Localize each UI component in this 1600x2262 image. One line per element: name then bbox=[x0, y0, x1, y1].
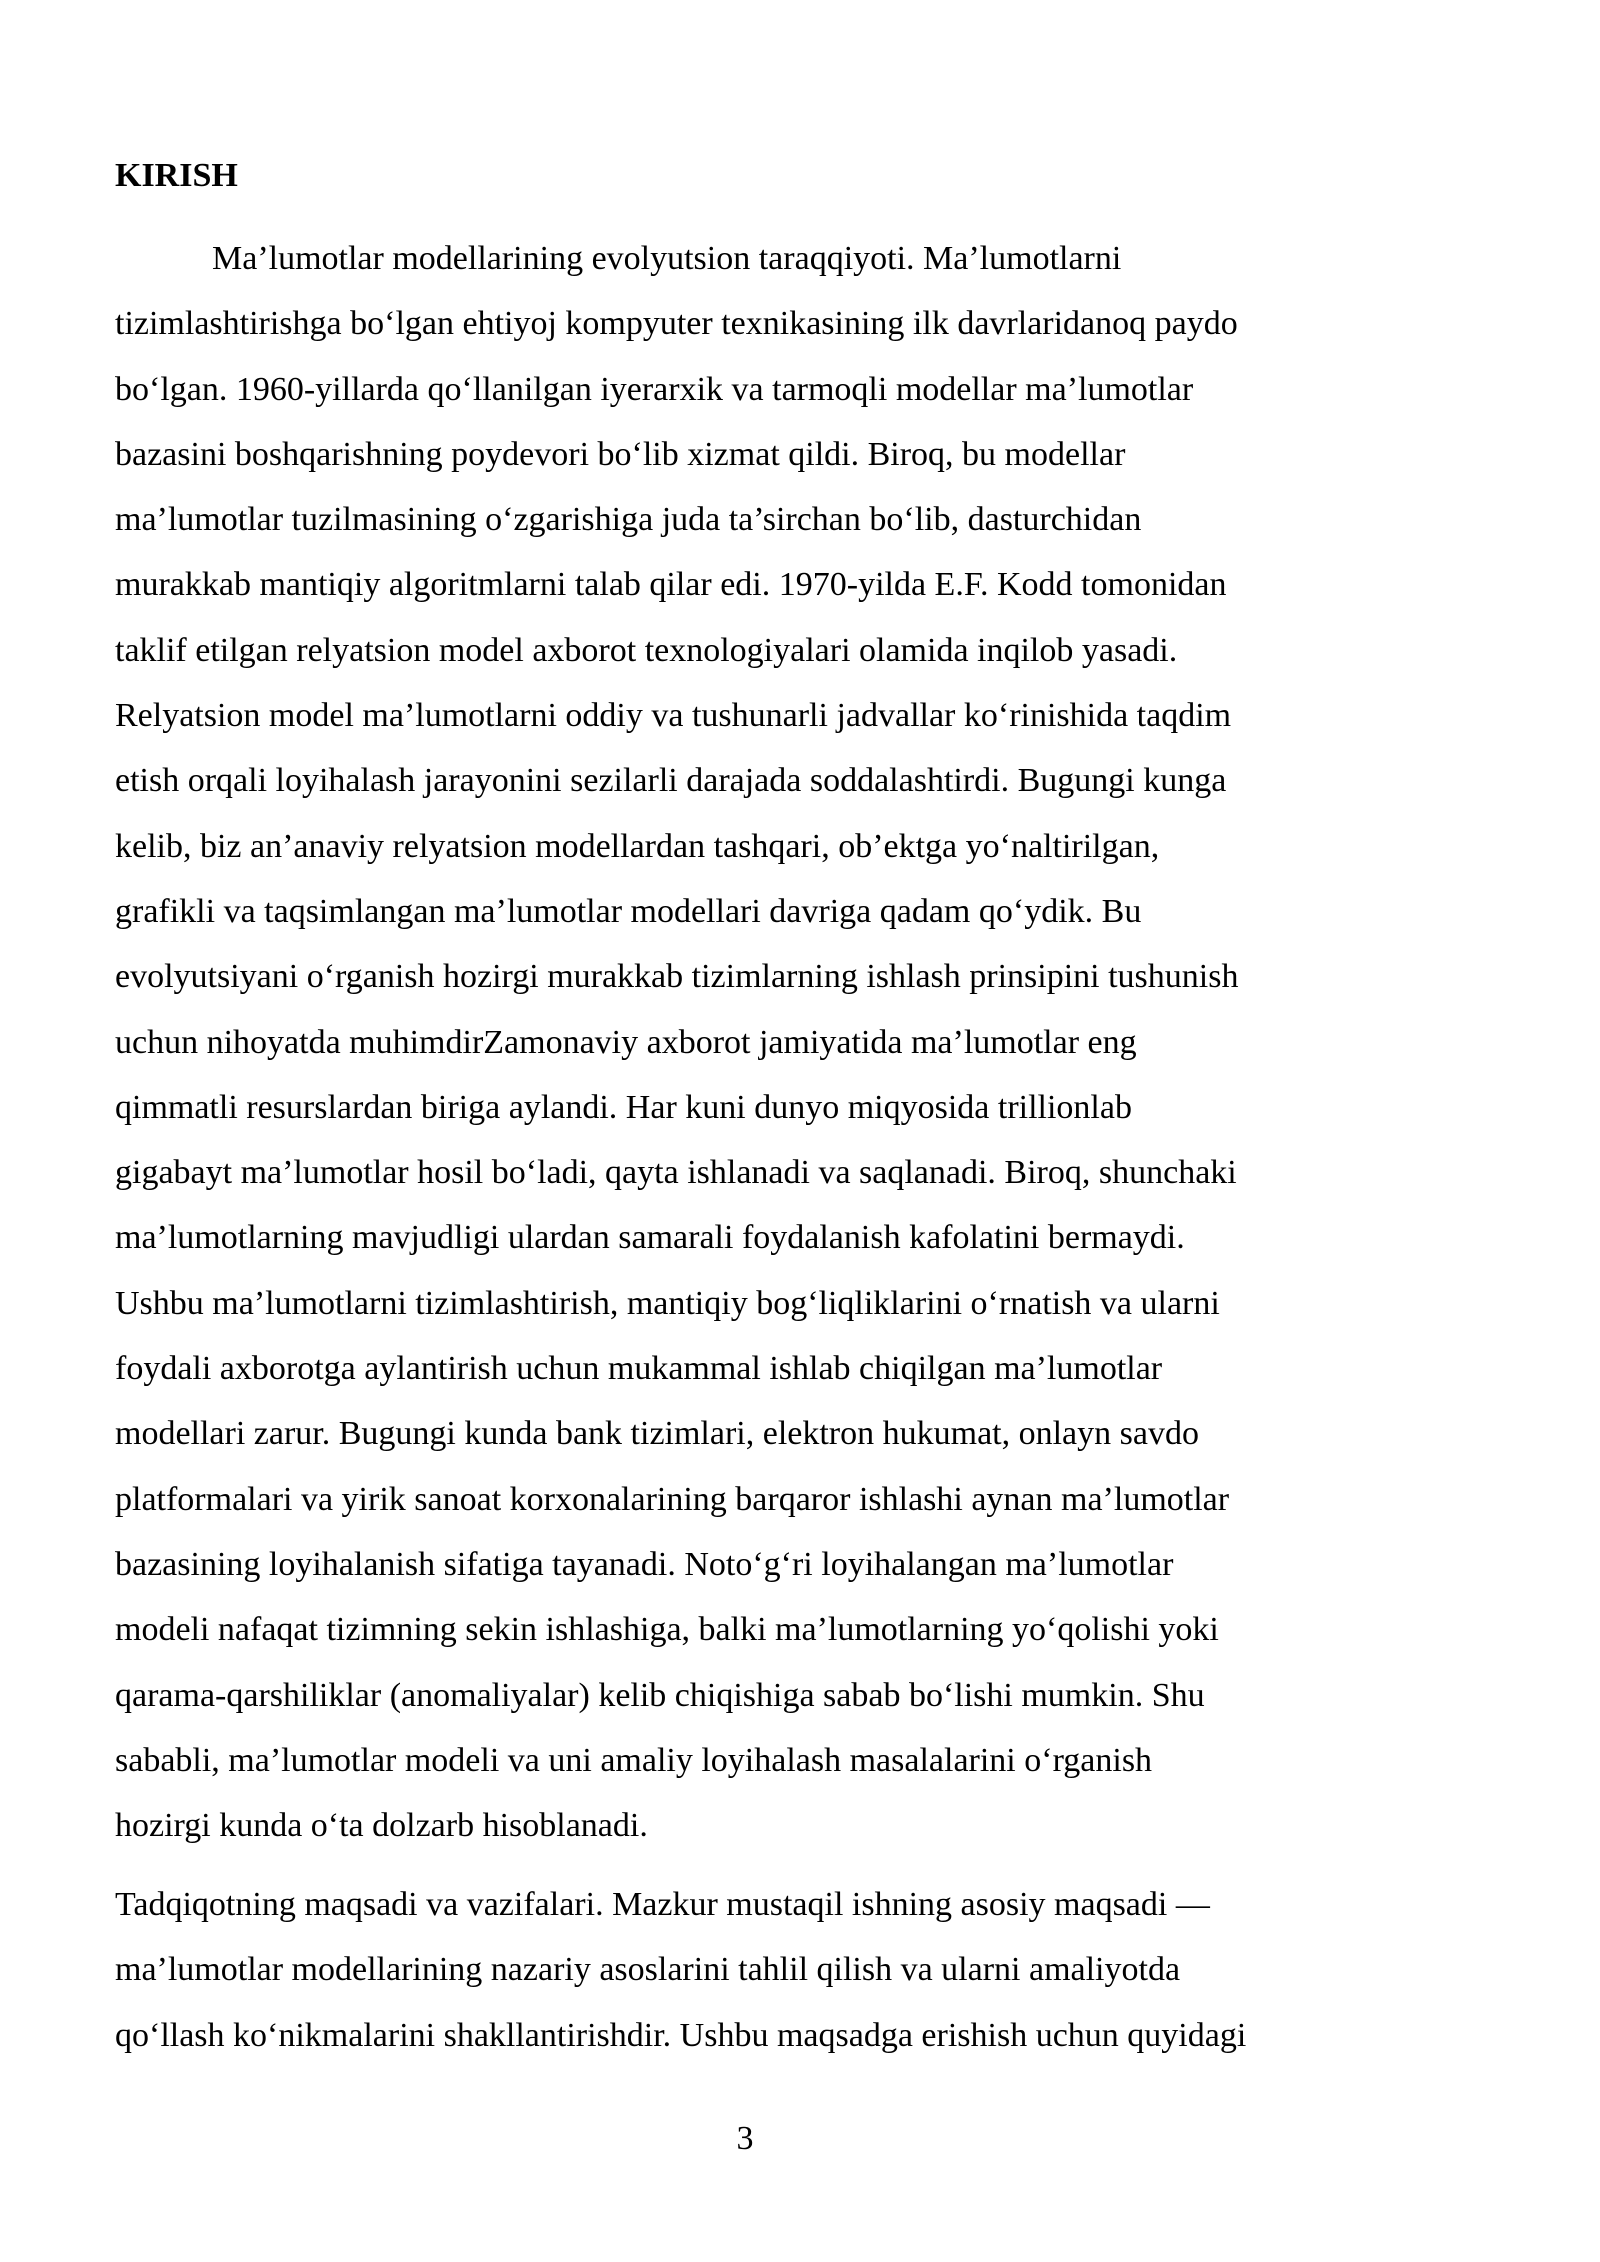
paragraph-line: foydali axborotga aylantirish uchun mukammal ishlab chiqilgan ma’lumotlar bbox=[115, 1350, 1163, 1388]
paragraph-line: hozirgi kunda o‘ta dolzarb hisoblanadi. bbox=[115, 1807, 648, 1845]
paragraph-line: ma’lumotlar tuzilmasining o‘zgarishiga juda ta’sirchan bo‘lib, dasturchidan bbox=[115, 501, 1142, 539]
paragraph-line: qimmatli resurslardan biriga aylandi. Har kuni dunyo miqyosida trillionlab bbox=[115, 1088, 1132, 1126]
paragraph-line: sababli, ma’lumotlar modeli va uni amaliy loyihalash masalalarini o‘rganish bbox=[115, 1741, 1153, 1779]
paragraph-line: uchun nihoyatda muhimdirZamonaviy axborot jamiyatida ma’lumotlar eng bbox=[115, 1023, 1137, 1061]
page-number: 3 bbox=[736, 2120, 754, 2157]
paragraph-line: gigabayt ma’lumotlar hosil bo‘ladi, qayta ishlanadi va saqlanadi. Biroq, shunchaki bbox=[115, 1154, 1237, 1192]
paragraph-line: grafikli va taqsimlangan ma’lumotlar modellari davriga qadam qo‘ydik. Bu bbox=[115, 892, 1142, 930]
paragraph-line: taklif etilgan relyatsion model axborot texnologiyalari olamida inqilob yasadi. bbox=[115, 631, 1178, 669]
paragraph-line: ma’lumotlar modellarining nazariy asoslarini tahlil qilish va ularni amaliyotda bbox=[115, 1951, 1181, 1989]
paragraph-line: etish orqali loyihalash jarayonini sezilarli darajada soddalashtirdi. Bugungi kunga bbox=[115, 762, 1227, 800]
paragraph-line: tizimlashtirishga bo‘lgan ehtiyoj kompyuter texnikasining ilk davrlaridanoq paydo bbox=[115, 305, 1238, 343]
paragraph-evolution bbox=[115, 226, 1385, 1858]
paragraph-line: evolyutsiyani o‘rganish hozirgi murakkab tizimlarning ishlash prinsipini tushunish bbox=[115, 958, 1239, 996]
paragraph-line: murakkab mantiqiy algoritmlarni talab qilar edi. 1970-yilda E.F. Kodd tomonidan bbox=[115, 566, 1227, 604]
paragraph-goals bbox=[115, 1872, 1385, 2068]
paragraph-line: Ma’lumotlar modellarining evolyutsion taraqqiyoti. Ma’lumotlarni bbox=[212, 240, 1122, 277]
paragraph-line: Tadqiqotning maqsadi va vazifalari. Mazkur mustaqil ishning asosiy maqsadi — bbox=[115, 1886, 1210, 1923]
paragraph-line: platformalari va yirik sanoat korxonalarining barqaror ishlashi aynan ma’lumotlar bbox=[115, 1480, 1230, 1518]
paragraph-line: bo‘lgan. 1960-yillarda qo‘llanilgan iyerarxik va tarmoqli modellar ma’lumotlar bbox=[115, 370, 1194, 408]
paragraph-line: modellari zarur. Bugungi kunda bank tizimlari, elektron hukumat, onlayn savdo bbox=[115, 1415, 1199, 1453]
paragraph-line: qarama-qarshiliklar (anomaliyalar) kelib chiqishiga sabab bo‘lishi mumkin. Shu bbox=[115, 1676, 1205, 1714]
paragraph-line: bazasini boshqarishning poydevori bo‘lib xizmat qildi. Biroq, bu modellar bbox=[115, 435, 1126, 473]
paragraph-line: qo‘llash ko‘nikmalarini shakllantirishdir. Ushbu maqsadga erishish uchun quyidagi bbox=[115, 2016, 1247, 2054]
paragraph-line: bazasining loyihalanish sifatiga tayanadi. Noto‘g‘ri loyihalangan ma’lumotlar bbox=[115, 1545, 1174, 1583]
paragraph-line: kelib, biz an’anaviy relyatsion modellardan tashqari, ob’ektga yo‘naltirilgan, bbox=[115, 827, 1160, 865]
paragraph-line: Relyatsion model ma’lumotlarni oddiy va tushunarli jadvallar ko‘rinishida taqdim bbox=[115, 697, 1232, 735]
section-heading: KIRISH bbox=[115, 157, 238, 194]
paragraph-line: Ushbu ma’lumotlarni tizimlashtirish, mantiqiy bog‘liqliklarini o‘rnatish va ularni bbox=[115, 1284, 1220, 1322]
paragraph-line: modeli nafaqat tizimning sekin ishlashiga, balki ma’lumotlarning yo‘qolishi yoki bbox=[115, 1611, 1219, 1649]
paragraph-line: ma’lumotlarning mavjudligi ulardan samarali foydalanish kafolatini bermaydi. bbox=[115, 1219, 1185, 1257]
